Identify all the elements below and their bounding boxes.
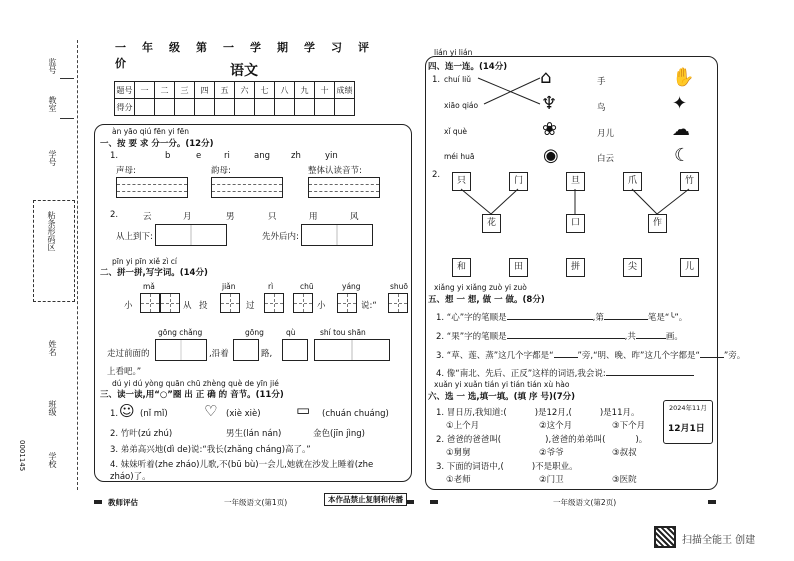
q3-item: 男生(lán nán) [226,429,282,439]
q1-pinyin: àn yāo qiú fēn yi fēn [112,127,190,136]
q2-py: mǎ [143,282,155,291]
q6-option: ①老师 [446,475,471,485]
q2-text: 过 [246,301,255,311]
q2-py: yáng [342,282,361,291]
q4-right-word: 白云 [597,154,615,164]
q2-text: ,沿着 [209,349,229,359]
char-box[interactable]: 和 [452,258,471,277]
score-header: 七 [255,82,275,99]
answer-blank[interactable] [507,338,625,339]
q3-item: 3. 弟弟高兴地(dì de)说:“我长(zhǎng cháng)高了。” [110,445,311,455]
q1-char: 只 [268,212,277,222]
subject-title: 语文 [230,63,258,79]
q3-item: zháo)了。 [110,472,151,482]
score-header: 五 [215,82,235,99]
q4-num1: 1. [432,75,441,85]
q2-text: 走过前面的 [107,349,150,359]
q3-option: (chuán chuáng) [322,409,389,419]
order-label: 先外后内: [262,232,299,242]
q5-item3: 3. “草、莲、蒸”这几个字都是“ ”旁,“明、晚、昨”这几个字都是“ ”旁。 [436,351,746,361]
bed-icon: ▭ [296,401,311,419]
char-box[interactable]: 竹 [680,172,699,191]
q1-item: zh [291,151,301,161]
q6-option: ③叔叔 [612,448,637,458]
q2-text: 小 [124,301,133,311]
exam-title: 一年级第一学期学习评价 [115,41,385,70]
q3-pinyin: dú yi dú yòng quān chū zhèng què de yīn jié [112,379,279,388]
char-box[interactable]: 爪 [623,172,642,191]
answer-blank[interactable] [554,357,578,358]
footer-mark [406,500,414,504]
answer-blank[interactable] [606,375,694,376]
q4-num2: 2. [432,170,441,180]
q2-py: chū [300,282,314,291]
score-header: 二 [155,82,175,99]
copy-notice: 本作品禁止复制和传播 [324,494,407,505]
side-label-2: 教室 [48,96,57,112]
q2-py: gōng chǎng [158,328,203,337]
page-1-label: 一年级语文(第1页) [224,498,288,507]
char-box[interactable]: 只 [452,172,471,191]
q3-item: 4. 妹妹听着(zhe zháo)儿歌,不(bū bù)一会儿,她就在沙发上睡着(zhe [110,460,374,470]
q3-item: 2. 竹叶(zú zhú) [110,429,173,439]
q4-right-word: 鸟 [597,103,606,113]
q4-word: xǐ què [444,127,468,136]
q6-option: ①上个月 [446,421,480,431]
q2-py: rì [268,282,274,291]
q1-char: 月 [183,212,192,222]
q1-sub1-num: 1. [110,151,119,161]
q6-item3: 3. 下面的词语中,( )不是职业。 [436,462,578,472]
score-header: 成绩 [335,82,355,99]
calendar-year: 2024年11月 [669,404,707,412]
q6-option: ②爷爷 [539,448,564,458]
q3-title: 三、读一读,用“○”圈 出 正 确 的 音节。(11分) [100,390,284,400]
q1-sub2-num: 2. [110,210,119,220]
char-box[interactable]: 儿 [680,258,699,277]
q1-char: 用 [309,212,318,222]
score-header: 六 [235,82,255,99]
q2-text: 上看吧。” [107,367,142,377]
score-header: 一 [135,82,155,99]
score-header: 三 [175,82,195,99]
q2-py: shuō [390,282,409,291]
score-header: 四 [195,82,215,99]
willow-icon: ♆ [541,93,558,114]
calendar-icon [663,400,713,444]
cloud-icon: ☁ [672,119,690,140]
q5-item2: 2. “果”字的笔顺是 ,共 画。 [436,332,683,342]
bird-icon: ✦ [672,93,688,114]
thanks-icon: ♡ [204,402,218,420]
order-label: 从上到下: [116,232,153,242]
q6-item1: 1. 冒日历,我知道:( )是12月,( )是11月。 [436,408,640,418]
q3-option: (xiè xiè) [226,409,261,419]
score-header: 九 [295,82,315,99]
q6-option: ①舅舅 [446,448,471,458]
char-box[interactable]: 旦 [566,172,585,191]
char-box[interactable]: 花 [482,214,501,233]
q6-option: ③医院 [612,475,637,485]
serial-number: 0001145 [18,440,26,472]
q6-option: ②这个月 [539,421,573,431]
q4-word: xiāo qiáo [444,101,479,110]
cat-label: 声母: [116,166,136,176]
score-label: 得分 [115,99,135,116]
qr-code-icon [654,526,676,548]
q4-pinyin: lián yi lián [434,48,473,57]
scanner-brand: 扫描全能王 创建 [682,535,756,546]
q2-py: qù [286,328,296,337]
q2-text: 小 [317,301,326,311]
side-label-6: 学校 [48,452,57,468]
q6-pinyin: xuǎn yi xuǎn tián yi tián tián xù hào [434,380,570,389]
q2-py: gōng [245,328,264,337]
side-label-3: 学号 [48,150,57,166]
char-box[interactable]: 口 [566,214,585,233]
q2-pinyin: pīn yi pīn xiě zì cí [112,257,178,266]
q4-right-word: 月儿 [597,129,615,139]
char-box[interactable]: 尖 [623,258,642,277]
q2-text: 从 [183,301,192,311]
q2-title: 二、拼一拼,写字词。(14分) [100,268,208,278]
cat-label: 韵母: [211,166,231,176]
answer-blank[interactable] [604,319,648,320]
plum-blossom-icon: ❀ [542,119,558,140]
score-header: 八 [275,82,295,99]
q3-item: 金色(jīn jìng) [313,429,365,439]
q5-pinyin: xiǎng yi xiǎng zuò yi zuò [434,283,527,292]
q4-title: 四、连一连。(14分) [428,62,508,72]
q1-char: 男 [226,212,235,222]
side-label-4: 姓名 [48,340,57,356]
bridge-icon: ⌂ [540,67,552,88]
answer-blank[interactable] [507,319,593,320]
q6-title: 六、选 一 选,填一填。(填 序 号)(7分) [428,392,576,402]
q5-item4: 4. 像“南北、先后、正反”这样的词语,我会说: [436,367,694,379]
q1-item: e [196,151,202,161]
score-header: 题号 [115,82,135,99]
q4-word: méi huā [444,152,475,161]
q1-char: 云 [143,212,152,222]
q2-text: 投 [199,301,208,311]
barcode-label: 粘条形码区 [47,211,56,251]
char-box[interactable]: 田 [509,258,528,277]
q4-word: chuí liǔ [444,75,472,84]
footer-mark [708,500,716,504]
q4-right-word: 手 [597,77,606,87]
q2-py: shí tou shān [320,328,366,337]
q5-item1: 1. “心”字的笔顺是 ,第 笔是“╰”。 [436,313,688,323]
cat-label: 整体认读音节: [308,166,362,176]
q6-option: ③下个月 [612,421,646,431]
hand-icon: ✋ [672,67,695,88]
q1-char: 风 [350,212,359,222]
answer-blank[interactable] [636,338,666,339]
q1-item: ri [224,151,230,161]
magpie-icon: ◉ [543,145,559,166]
teacher-assessment: 教师评估 [108,498,138,507]
char-box[interactable]: 拼 [566,258,585,277]
page-2-label: 一年级语文(第2页) [553,498,617,507]
q2-text: 路, [261,349,273,359]
q3-option: (nǐ mǐ) [140,409,168,419]
q1-item: ang [254,151,270,161]
side-label-5: 班级 [48,400,57,416]
girl-icon: ☺ [119,402,135,420]
side-label-1: 监号 [48,58,57,74]
q3-item-num: 1. [110,409,119,419]
footer-mark [94,500,102,504]
moon-icon: ☾ [674,145,691,166]
q1-item: b [165,151,171,161]
q6-option: ②门卫 [539,475,564,485]
answer-blank[interactable] [700,357,724,358]
q5-title: 五、想 一 想, 做 一 做。(8分) [428,295,545,305]
q2-text: 说:“ [361,301,377,311]
char-box[interactable]: 门 [509,172,528,191]
calendar-date: 12月1日 [668,424,705,434]
q1-title: 一、按 要 求 分一分。(12分) [100,139,214,149]
q1-item: yin [325,151,338,161]
q6-item2: 2. 爸爸的爸爸叫( ),爸爸的弟弟叫( )。 [436,435,648,445]
char-box[interactable]: 作 [648,214,667,233]
dot-stroke-icon: ╰ [669,313,675,323]
footer-mark [430,500,438,504]
score-header: 十 [315,82,335,99]
q2-py: jiǎn [222,282,236,291]
